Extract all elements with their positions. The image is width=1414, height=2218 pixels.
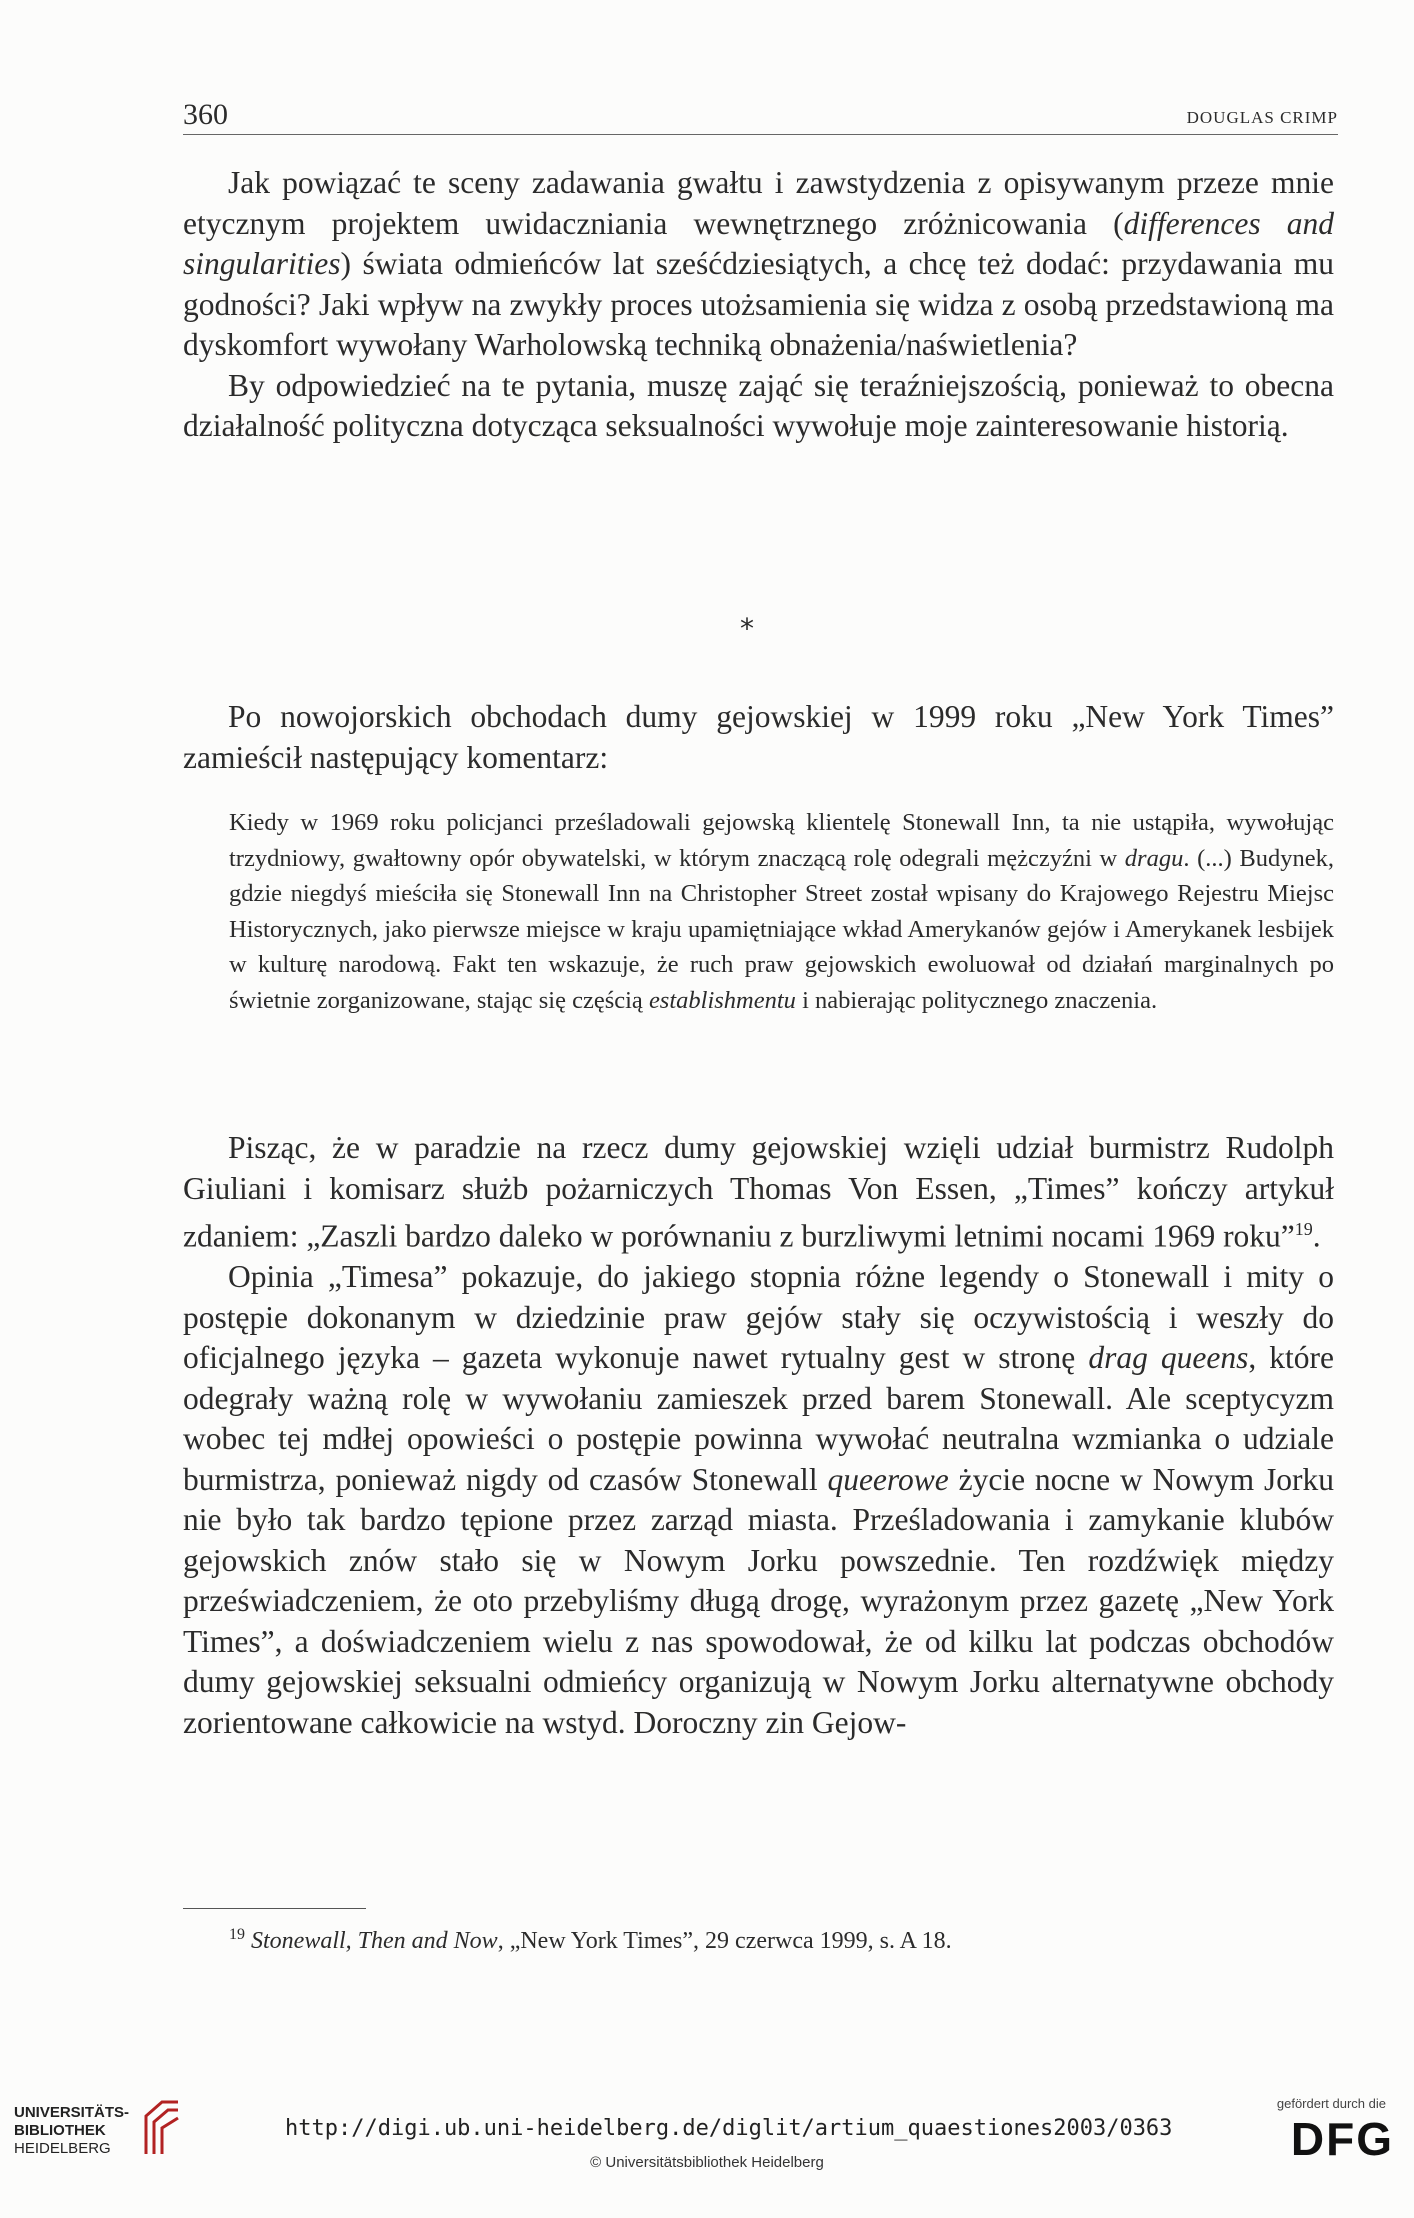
- paragraph-2: By odpowiedzieć na te pytania, muszę zająć się teraźniejszością, ponieważ to obecna działalność polityczna dotycząca seksualności wywołuje moje zainteresowanie historią.: [183, 367, 1334, 443]
- block-quote: Kiedy w 1969 roku policjanci prześladowali gejowską klientelę Stonewall Inn, ta nie ustąpiła, wywołując trzydniowy, gwałtowny opór obywatelski, w którym znaczącą rolę odegrali mężczyźni w dragu. (...) Budynek, gdzie niegdyś mieściła się Stonewall Inn na Christopher Street został wpisany do Krajowego Rejestru Miejsc Historycznych, jako pierwsze miejsce w kraju upamiętniające wkład Amerykanów gejów i Amerykanek lesbijek w kulturę narodową. Fakt ten wskazuje, że ruch praw gejowskich ewoluował od działań marginalnych po świetnie zorganizowane, stając się częścią establishmentu i nabierając politycznego znaczenia.: [229, 809, 1334, 1014]
- library-logo: UNIVERSITÄTS- BIBLIOTHEK HEIDELBERG: [14, 2104, 130, 2157]
- funding-note: gefördert durch die: [1276, 2096, 1386, 2111]
- page-number: 360: [183, 98, 228, 131]
- body-text-top: [183, 163, 1334, 447]
- permalink[interactable]: http://digi.ub.uni-heidelberg.de/diglit/artium_quaestiones2003/0363: [285, 2116, 1173, 2141]
- paragraph-1: Jak powiązać te sceny zadawania gwałtu i zawstydzenia z opisywanym przeze mnie etycznym projektem uwidaczniania wewnętrznego zróżnicowania (differences and singularities) świata odmieńców lat sześćdziesiątych, a chcę też dodać: przydawania mu godności? Jaki wpływ na zwykły proces utożsamienia się widza z osobą przedstawioną ma dyskomfort wywołany Warholowską techniką obnażenia/naświetlenia?: [183, 165, 1334, 362]
- paragraph-5: Opinia „Timesa” pokazuje, do jakiego stopnia różne legendy o Stonewall i mity o postępie dokonanym w dziedzinie praw gejów stały się oczywistością i weszły do oficjalnego języka – gazeta wykonuje nawet rytualny gest w stronę drag queens, które odegrały ważną rolę w wywołaniu zamieszek przed barem Stonewall. Ale sceptycyzm wobec tej mdłej opowieści o postępie powinna wywołać neutralna wzmianka o udziale burmistrza, ponieważ nigdy od czasów Stonewall queerowe życie nocne w Nowym Jorku nie było tak bardzo tępione przez zarząd miasta. Prześladowania i zamykanie klubów gejowskich znów stało się w Nowym Jorku powszednie. Ten rozdźwięk między przeświadczeniem, że oto przebyliśmy długą drogę, wyrażonym przez gazetę „New York Times”, a doświadczeniem wielu z nas spowodował, że od kilku lat podczas obchodów dumy gejowskiej seksualni odmieńcy organizują w Nowym Jorku alternatywne obchody zorientowane całkowicie na wstyd. Doroczny zin Gejow-: [183, 1259, 1334, 1740]
- body-text-middle: [183, 697, 1334, 778]
- paragraph-3: Po nowojorskich obchodach dumy gejowskiej w 1999 roku „New York Times” zamieścił następujący komentarz:: [183, 699, 1334, 775]
- library-mark-icon: [140, 2096, 184, 2160]
- copyright-notice: © Universitätsbibliothek Heidelberg: [590, 2154, 824, 2171]
- footnote: $^{19}$ Stonewall, Then and Now, „New York Times”, 29 czerwca 1999, s. A 18.: [229, 1926, 952, 1954]
- dfg-logo: DFG: [1290, 2113, 1394, 2165]
- footnote-rule: [183, 1908, 366, 1909]
- running-head: DOUGLAS CRIMP: [1186, 108, 1338, 127]
- digitization-footer: [0, 2090, 1414, 2218]
- page-header: [183, 98, 1338, 135]
- footnote-number: 19: [229, 1926, 245, 1943]
- footnote-ref: 19: [1294, 1219, 1313, 1239]
- paragraph-4: Pisząc, że w paradzie na rzecz dumy gejowskiej wzięli udział burmistrz Rudolph Giuliani i komisarz służb pożarniczych Thomas Von Essen, „Times” kończy artykuł zdaniem: „Zaszli bardzo daleko w porównaniu z burzliwymi letnimi nocami 1969 roku”$^{19}$.: [183, 1130, 1334, 1254]
- section-separator: *: [740, 612, 754, 645]
- body-text-bottom: [183, 1128, 1334, 1743]
